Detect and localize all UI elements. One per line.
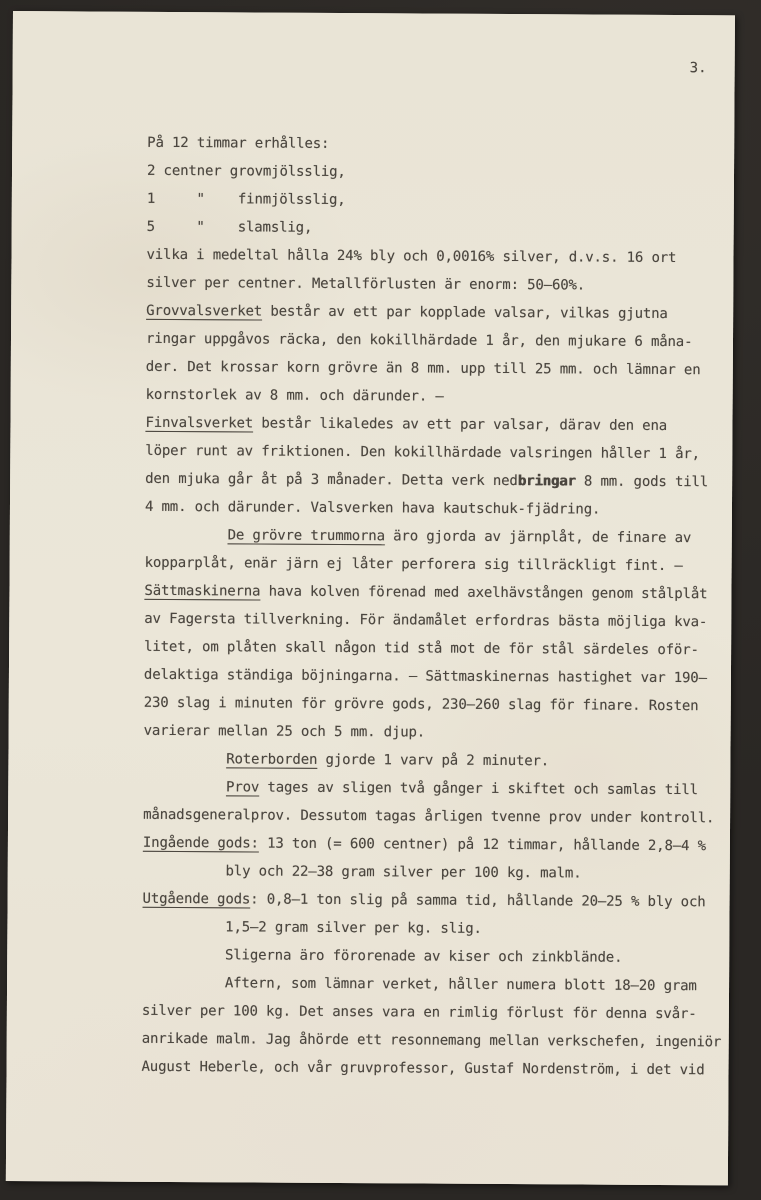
text-line <box>143 745 723 777</box>
text-line <box>142 941 722 973</box>
text-segment: 230 slag i minuten för grövre gods, 230–260 slag för finare. Rosten <box>143 694 699 715</box>
text-line <box>144 633 724 665</box>
text-segment: : 0,8–1 ton slig på samma tid, hållande 20–25 % bly och <box>250 891 706 911</box>
text-segment: hava kolven förenad med axelhävstången genom stålplåt <box>260 583 708 603</box>
text-line <box>146 381 726 413</box>
text-segment: silver per centner. Metallförlusten är enorm: 50–60%. <box>146 274 586 294</box>
text-line <box>142 969 722 1001</box>
typewritten-page <box>6 11 735 1185</box>
text-segment <box>145 527 228 544</box>
underlined-text: Utgående gods <box>142 890 251 908</box>
text-segment: 1 " finmjölsslig, <box>146 190 346 209</box>
text-line <box>143 773 723 805</box>
text-line <box>144 605 724 637</box>
text-segment: 8 mm. gods till <box>575 473 709 491</box>
text-line <box>142 885 722 917</box>
text-line <box>146 269 726 301</box>
text-line <box>145 409 725 441</box>
text-line <box>145 465 725 497</box>
text-segment <box>143 779 226 796</box>
text-segment: På 12 timmar erhålles: <box>147 134 330 152</box>
text-segment: består likaledes av ett par valsar, därav den ena <box>253 415 668 435</box>
text-segment: löper runt av friktionen. Den kokillhärdade valsringen håller 1 år, <box>145 442 701 463</box>
text-line <box>143 857 723 889</box>
text-segment: anrikade malm. Jag åhörde ett resonnemang mellan verkschefen, ingeniör <box>141 1030 722 1051</box>
text-line <box>142 913 722 945</box>
text-line <box>144 661 724 693</box>
text-segment: varierar mellan 25 och 5 mm. djup. <box>143 722 426 741</box>
text-line <box>144 689 724 721</box>
text-segment: gjorde 1 varv på 2 minuter. <box>317 751 550 770</box>
text-segment: består av ett par kopplade valsar, vilkas gjutna <box>262 303 668 323</box>
text-segment: silver per 100 kg. Det anses vara en rimlig förlust för denna svår- <box>141 1002 697 1023</box>
page-number: 3. <box>689 60 707 77</box>
overstruck-text: bringar <box>517 473 576 490</box>
text-segment: der. Det krossar korn grövre än 8 mm. upp till 25 mm. och lämnar en <box>145 358 701 379</box>
text-line <box>142 997 722 1029</box>
text-segment: Aftern, som lämnar verket, håller numera blott 18–20 gram <box>142 974 697 995</box>
text-line <box>145 521 725 553</box>
text-line <box>146 241 726 273</box>
text-line <box>146 297 726 329</box>
text-line <box>143 801 723 833</box>
text-line <box>147 157 727 189</box>
text-segment: delaktiga ständiga böjningarna. – Sättmaskinernas hastighet var 190– <box>143 666 707 687</box>
text-segment: 2 centner grovmjölsslig, <box>146 162 346 181</box>
text-segment: 1,5–2 gram silver per kg. slig. <box>142 918 482 937</box>
text-line <box>146 353 726 385</box>
text-segment: 5 " slamslig, <box>146 218 313 236</box>
text-line <box>145 549 725 581</box>
text-line <box>146 325 726 357</box>
underlined-text: Sättmaskinerna <box>144 582 261 600</box>
text-segment: vilka i medeltal hålla 24% bly och 0,0016% silver, d.v.s. 16 ort <box>146 246 677 267</box>
text-segment: August Heberle, och vår gruvprofessor, Gustaf Nordenström, i det vid <box>141 1058 705 1079</box>
text-segment: 4 mm. och därunder. Valsverken hava kautschuk-fjädring. <box>144 498 601 518</box>
text-segment: ringar uppgåvos räcka, den kokillhärdade 1 år, den mjukare 6 måna- <box>145 330 693 351</box>
text-line <box>144 577 724 609</box>
document-text <box>141 129 726 1085</box>
text-segment: den mjuka går åt på 3 månader. Detta verk ned <box>145 470 518 490</box>
text-line <box>147 129 727 161</box>
text-line <box>145 437 725 469</box>
text-line <box>142 1025 722 1057</box>
text-segment: litet, om plåten skall någon tid stå mot de för stål särdeles oför- <box>144 638 699 659</box>
text-segment: Sligerna äro förorenade av kiser och zinkblände. <box>142 946 623 966</box>
text-segment: kopparplåt, enär järn ej låter perforera sig tillräckligt fint. – <box>144 554 683 575</box>
text-line <box>147 185 727 217</box>
text-segment: bly och 22–38 gram silver per 100 kg. malm. <box>142 862 582 882</box>
text-line <box>143 829 723 861</box>
text-segment: månadsgeneralprov. Dessutom tagas årligen tvenne prov under kontroll. <box>143 806 715 827</box>
underlined-text: De grövre trummorna <box>227 527 385 545</box>
text-line <box>141 1053 721 1085</box>
underlined-text: Prov <box>226 779 260 796</box>
underlined-text: Grovvalsverket <box>146 302 263 320</box>
text-line <box>145 493 725 525</box>
text-segment: äro gjorda av järnplåt, de finare av <box>384 528 692 547</box>
text-line <box>144 717 724 749</box>
text-line <box>147 213 727 245</box>
text-segment: tages av sligen två gånger i skiftet och samlas till <box>259 779 699 799</box>
text-segment: 13 ton (= 600 centner) på 12 timmar, hållande 2,8–4 % <box>258 835 706 855</box>
underlined-text: Roterborden <box>226 751 318 768</box>
underlined-text: Finvalsverket <box>145 414 254 432</box>
text-segment: av Fagersta tillverkning. För ändamålet erfordras bästa möjliga kva- <box>144 610 708 631</box>
text-segment <box>143 751 226 768</box>
underlined-text: Ingående gods: <box>142 834 259 852</box>
text-segment: kornstorlek av 8 mm. och därunder. – <box>145 386 444 405</box>
